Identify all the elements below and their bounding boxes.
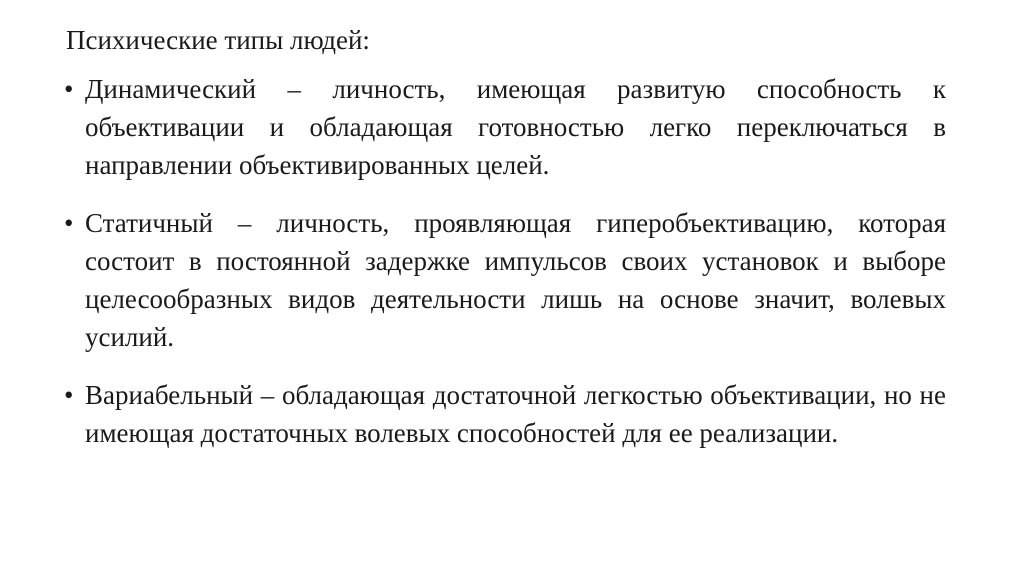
bullet-text: Статичный – личность, проявляющая гиперобъективацию, которая состоит в постоянной задержке импульсов своих установок и выборе целесообразных видов деятельности лишь на основе значит, волевых усилий. (85, 208, 946, 352)
bullet-marker: • (64, 208, 74, 238)
bullet-text: Динамический – личность, имеющая развитую способность к объективации и обладающая готовностью легко переключаться в направлении объективированных целей. (85, 74, 946, 180)
bullet-marker: • (64, 380, 74, 410)
bullet-text: Вариабельный – обладающая достаточной легкостью объективации, но не имеющая достаточных волевых способностей для ее реализации. (85, 380, 946, 448)
slide-title: Психические типы людей: (66, 25, 370, 55)
bullet-marker: • (64, 74, 74, 104)
bullet-item-dynamic (58, 70, 946, 184)
bullet-item-variable (58, 376, 946, 452)
bullet-list (58, 70, 946, 472)
bullet-item-static (58, 204, 946, 356)
